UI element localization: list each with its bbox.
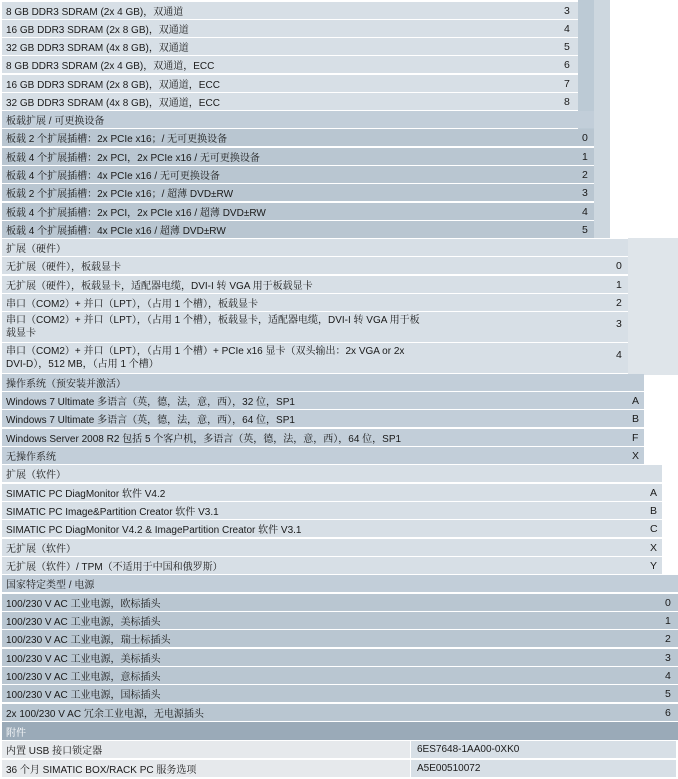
os-option-row[interactable] <box>2 429 644 446</box>
option-label: SIMATIC PC DiagMonitor 软件 V4.2 <box>6 489 166 500</box>
option-code: 3 <box>616 318 622 330</box>
option-label: 板载 4 个扩展插槽：2x PCI，2x PCIe x16 / 超薄 DVD±RW <box>6 208 266 219</box>
option-code: 1 <box>582 150 588 163</box>
option-label: 板载 2 个扩展插槽：2x PCIe x16；/ 无可更换设备 <box>6 134 228 145</box>
hw-step-bar <box>628 238 678 375</box>
option-label: SIMATIC PC DiagMonitor V4.2 & ImagePartition Creator 软件 V3.1 <box>6 525 302 536</box>
option-code: B <box>650 504 658 517</box>
option-label: Windows 7 Ultimate 多语言（英，德，法，意，西），64 位，SP1 <box>6 415 295 426</box>
hw-option-row[interactable] <box>2 276 628 293</box>
option-label: SIMATIC PC Image&Partition Creator 软件 V3.1 <box>6 507 219 518</box>
accessory-order-number: 6ES7648-1AA00-0XK0 <box>411 741 676 758</box>
option-code: 0 <box>665 596 671 609</box>
section-header-power: 国家特定类型 / 电源 <box>2 575 678 592</box>
option-label: 100/230 V AC 工业电源，欧标插头 <box>6 599 161 610</box>
option-label: 32 GB DDR3 SDRAM (4x 8 GB)，双通道 <box>6 43 189 54</box>
option-label: 2x 100/230 V AC 冗余工业电源，无电源插头 <box>6 709 204 720</box>
option-code: F <box>632 431 639 444</box>
onboard-option-row[interactable] <box>2 148 594 165</box>
option-label: 板载 4 个扩展插槽：4x PCIe x16 / 无可更换设备 <box>6 171 220 182</box>
option-code: C <box>650 522 658 535</box>
option-code: 2 <box>582 168 588 181</box>
sw-option-row[interactable] <box>2 502 662 519</box>
option-code: A <box>632 394 640 407</box>
option-label: 无操作系统 <box>6 452 56 463</box>
hw-option-row[interactable] <box>2 343 628 373</box>
memory-option-row[interactable] <box>2 93 578 110</box>
memory-option-row[interactable] <box>2 75 578 92</box>
option-code: 5 <box>582 223 588 236</box>
power-option-row[interactable] <box>2 685 678 702</box>
option-code: 3 <box>665 651 671 664</box>
option-code: Y <box>650 559 658 572</box>
option-label: 16 GB DDR3 SDRAM (2x 8 GB)，双通道，ECC <box>6 80 220 91</box>
sw-option-row[interactable] <box>2 484 662 501</box>
memory-option-row[interactable] <box>2 38 578 55</box>
option-label: 100/230 V AC 工业电源，美标插头 <box>6 654 161 665</box>
onboard-option-row[interactable] <box>2 166 594 183</box>
option-code: 5 <box>564 40 570 53</box>
option-label: 32 GB DDR3 SDRAM (4x 8 GB)，双通道，ECC <box>6 98 220 109</box>
section-header-sw-expansion: 扩展（软件） <box>2 465 662 482</box>
option-label: 8 GB DDR3 SDRAM (2x 4 GB)，双通道 <box>6 7 184 18</box>
onboard-option-row[interactable] <box>2 203 594 220</box>
option-label: 100/230 V AC 工业电源，国标插头 <box>6 690 161 701</box>
option-label: 串口（COM2）+ 并口（LPT），（占用 1 个槽），板载显卡，适配器电缆，DVI-I 转 VGA 用于板载显卡 <box>6 315 420 339</box>
option-code: 3 <box>582 186 588 199</box>
memory-option-row[interactable] <box>2 56 578 73</box>
option-code: 6 <box>665 706 671 719</box>
option-label: Windows Server 2008 R2 包括 5 个客户机，多语言（英，德，法，意，西），64 位，SP1 <box>6 434 402 445</box>
hw-option-row[interactable] <box>2 294 628 311</box>
power-option-row[interactable] <box>2 649 678 666</box>
section-header-onboard-expansion: 板载扩展 / 可更换设备 <box>2 111 594 128</box>
os-option-row[interactable] <box>2 410 644 427</box>
option-code: 6 <box>564 58 570 71</box>
option-label: 无扩展（硬件），板载显卡，适配器电缆，DVI-I 转 VGA 用于板载显卡 <box>6 281 313 292</box>
option-label: 无扩展（软件） <box>6 544 76 555</box>
section-header-accessories: 附件 <box>2 722 678 740</box>
os-option-row[interactable] <box>2 392 644 409</box>
option-label: 无扩展（硬件），板载显卡 <box>6 262 121 273</box>
option-code: X <box>632 449 640 462</box>
option-code: 4 <box>582 205 588 218</box>
section-header-os: 操作系统（预安装并激活） <box>2 374 644 391</box>
accessory-label[interactable]: 内置 USB 接口锁定器 <box>2 741 410 758</box>
hw-option-row[interactable] <box>2 312 628 342</box>
option-code: 1 <box>665 614 671 627</box>
option-label: 串口（COM2）+ 并口（LPT），（占用 1 个槽），板载显卡 <box>6 299 258 310</box>
memory-option-row[interactable] <box>2 20 578 37</box>
option-label: 16 GB DDR3 SDRAM (2x 8 GB)，双通道 <box>6 25 189 36</box>
option-code: B <box>632 412 640 425</box>
os-option-row[interactable] <box>2 447 644 464</box>
option-label: 100/230 V AC 工业电源，美标插头 <box>6 617 161 628</box>
accessory-order-number: A5E00510072 <box>411 760 676 777</box>
option-code: X <box>650 541 658 554</box>
option-label: 板载 4 个扩展插槽：2x PCI，2x PCIe x16 / 无可更换设备 <box>6 153 260 164</box>
option-label: 无扩展（软件）/ TPM（不适用于中国和俄罗斯） <box>6 562 223 573</box>
power-option-row[interactable] <box>2 704 678 721</box>
section-header-hw-expansion: 扩展（硬件） <box>2 239 628 256</box>
option-label: Windows 7 Ultimate 多语言（英，德，法，意，西），32 位，SP1 <box>6 397 295 408</box>
expansion-step-bar <box>594 0 610 238</box>
option-code: 4 <box>665 669 671 682</box>
option-code: 5 <box>665 687 671 700</box>
sw-option-row[interactable] <box>2 539 662 556</box>
memory-option-row[interactable] <box>2 2 578 19</box>
onboard-option-row[interactable] <box>2 221 594 238</box>
option-code: 3 <box>564 4 570 17</box>
option-code: 2 <box>616 296 622 309</box>
option-code: 4 <box>564 22 570 35</box>
option-code: 0 <box>582 131 588 144</box>
power-option-row[interactable] <box>2 630 678 647</box>
accessory-label[interactable]: 36 个月 SIMATIC BOX/RACK PC 服务选项 <box>2 760 410 777</box>
sw-option-row[interactable] <box>2 557 662 574</box>
sw-option-row[interactable] <box>2 520 662 537</box>
onboard-option-row[interactable] <box>2 129 594 146</box>
hw-option-row[interactable] <box>2 257 628 274</box>
option-label: 板载 4 个扩展插槽：4x PCIe x16 / 超薄 DVD±RW <box>6 226 226 237</box>
option-code: 1 <box>616 278 622 291</box>
option-code: A <box>650 486 658 499</box>
option-code: 0 <box>616 259 622 272</box>
option-label: 100/230 V AC 工业电源，瑞士标插头 <box>6 635 171 646</box>
onboard-option-row[interactable] <box>2 184 594 201</box>
power-option-row[interactable] <box>2 594 678 611</box>
option-code: 7 <box>564 77 570 90</box>
power-option-row[interactable] <box>2 612 678 629</box>
option-label: 100/230 V AC 工业电源，意标插头 <box>6 672 161 683</box>
option-code: 2 <box>665 632 671 645</box>
option-code: 4 <box>616 349 622 361</box>
power-option-row[interactable] <box>2 667 678 684</box>
option-label: 串口（COM2）+ 并口（LPT），（占用 1 个槽）+ PCIe x16 显卡（双头输出：2x VGA or 2x DVI-D），512 MB，（占用 1 个槽） <box>6 346 405 370</box>
option-label: 8 GB DDR3 SDRAM (2x 4 GB)，双通道，ECC <box>6 61 215 72</box>
option-label: 板载 2 个扩展插槽：2x PCIe x16；/ 超薄 DVD±RW <box>6 189 234 200</box>
option-code: 8 <box>564 95 570 108</box>
